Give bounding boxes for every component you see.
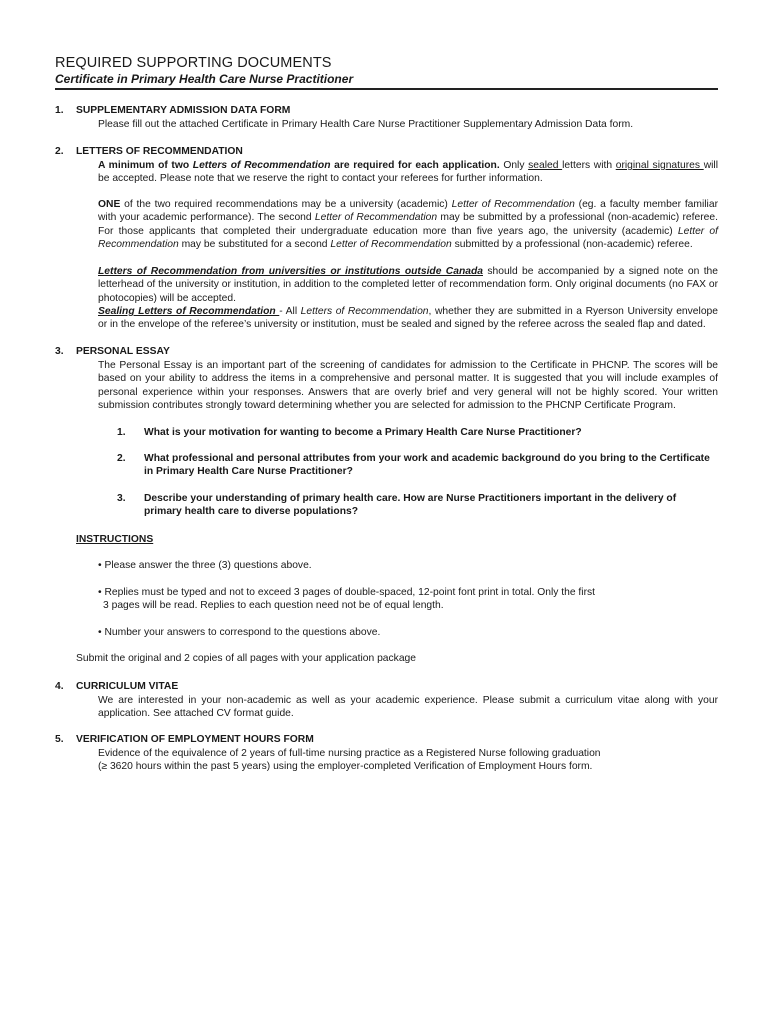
essay-description-paragraph: The Personal Essay is an important part of the screening of candidates for admission to the Certificate in PHCNP. The scores will be based on your ability to address the items in a comprehensive and personal matter. It is suggested that you will include examples of personal experience within your responses. Answers that are overly brief and very general will not be highly scored. Your written submission contributes strongly toward determining whether you are selected for admission to the PHCNP Certificate Program. (98, 360, 718, 411)
text-run: original signatures (615, 160, 704, 171)
question-number: 2. (117, 453, 126, 464)
text-run: Only (499, 160, 529, 171)
text-run: should be accompanied by a signed note on the letterhead of the university or institution, in addition to the completed letter of recommendation form. Only original documents (no FAX or photocopies) will be accepted. (98, 266, 719, 304)
document-subtitle: Certificate in Primary Health Care Nurse Practitioner (55, 72, 354, 86)
section-paragraph-line: (≥ 3620 hours within the past 5 years) using the employer-completed Verification of Employment Hours form. (98, 761, 593, 772)
question-text: Describe your understanding of primary health care. How are Nurse Practitioners important in the delivery of primary health care to diverse populations? (144, 493, 677, 518)
text-run: Letter of Recommendation (330, 238, 452, 250)
section-number: 1. (55, 105, 64, 116)
section-number: 4. (55, 681, 64, 692)
instructions-heading: INSTRUCTIONS (76, 534, 154, 545)
text-run: may be substituted for a second (178, 238, 331, 250)
text-run: Letter of Recommendation (314, 212, 438, 224)
section-heading: SUPPLEMENTARY ADMISSION DATA FORM (76, 105, 291, 116)
text-run: Sealing Letters of Recommendation (98, 306, 280, 317)
section-heading: LETTERS OF RECOMMENDATION (76, 146, 243, 157)
text-run: will be accepted. Please note that we reserve the right to contact your referees for further information. (98, 160, 718, 185)
text-run: letters with (562, 160, 616, 171)
instruction-bullet: • Number your answers to correspond to the questions above. (98, 627, 381, 638)
text-run: (eg. a faculty member familiar with your academic performance). The second (98, 199, 718, 224)
section-paragraph-line: Evidence of the equivalence of 2 years of full-time nursing practice as a Registered Nurse following graduation (98, 748, 601, 759)
section-number: 5. (55, 734, 64, 745)
text-run: are required for each application. (330, 160, 500, 171)
header-divider (55, 88, 718, 90)
question-text: What professional and personal attributes from your work and academic background do you bring to the Certificate in Primary Health Care Nurse Practitioner? (144, 453, 710, 478)
recommendation-requirement-paragraph (98, 159, 718, 186)
text-run: A minimum of two (98, 160, 193, 171)
question-number: 1. (117, 427, 126, 438)
instruction-bullet: • Replies must be typed and not to exceed 3 pages of double-spaced, 12-point font print in total. Only the first (98, 587, 596, 598)
text-run: sealed (528, 160, 563, 171)
section-number: 2. (55, 146, 64, 157)
instruction-bullet: • Please answer the three (3) questions above. (98, 560, 312, 571)
question-number: 3. (117, 493, 126, 504)
text-run: Letter of Recommendation (98, 225, 718, 250)
text-run: may be submitted by a professional (non-academic) referee. For those applicants that completed their undergraduate education more than five years ago, the university (academic) (98, 212, 718, 237)
section-number: 3. (55, 346, 64, 357)
section-heading: VERIFICATION OF EMPLOYMENT HOURS FORM (76, 734, 314, 745)
section-heading: PERSONAL ESSAY (76, 346, 170, 357)
text-run: Letters of Recommendation (192, 160, 331, 171)
text-run: - All (279, 306, 301, 317)
international-letters-paragraph (98, 265, 718, 305)
text-run: Letter of Recommendation (451, 199, 575, 210)
text-run: Letters of Recommendation (300, 306, 429, 317)
section-paragraph: Please fill out the attached Certificate in Primary Health Care Nurse Practitioner Supplementary Admission Data form. (98, 119, 634, 130)
text-run: , whether they are submitted in a Ryerson University envelope or in the envelope of the referee’s university or institution, must be sealed and signed by the referee across the sealed flap and dated. (98, 306, 718, 331)
text-run: of the two required recommendations may be a university (academic) (120, 199, 452, 210)
recommendation-types-paragraph (98, 198, 718, 251)
text-run: Letters of Recommendation from universities or institutions outside Canada (98, 266, 483, 277)
section-heading: CURRICULUM VITAE (76, 681, 179, 692)
text-run: ONE (98, 199, 121, 210)
sealing-letters-paragraph (98, 305, 718, 332)
question-text: What is your motivation for wanting to become a Primary Health Care Nurse Practitioner? (144, 427, 582, 438)
text-run: submitted by a professional (non-academic) referee. (451, 238, 693, 250)
document-title: REQUIRED SUPPORTING DOCUMENTS (55, 55, 332, 71)
section-paragraph: We are interested in your non-academic as well as your academic experience. Please submit a curriculum vitae along with your application. See attached CV format guide. (98, 695, 718, 720)
submission-note: Submit the original and 2 copies of all pages with your application package (76, 653, 417, 664)
instruction-bullet-continuation: 3 pages will be read. Replies to each question need not be of equal length. (103, 600, 444, 611)
